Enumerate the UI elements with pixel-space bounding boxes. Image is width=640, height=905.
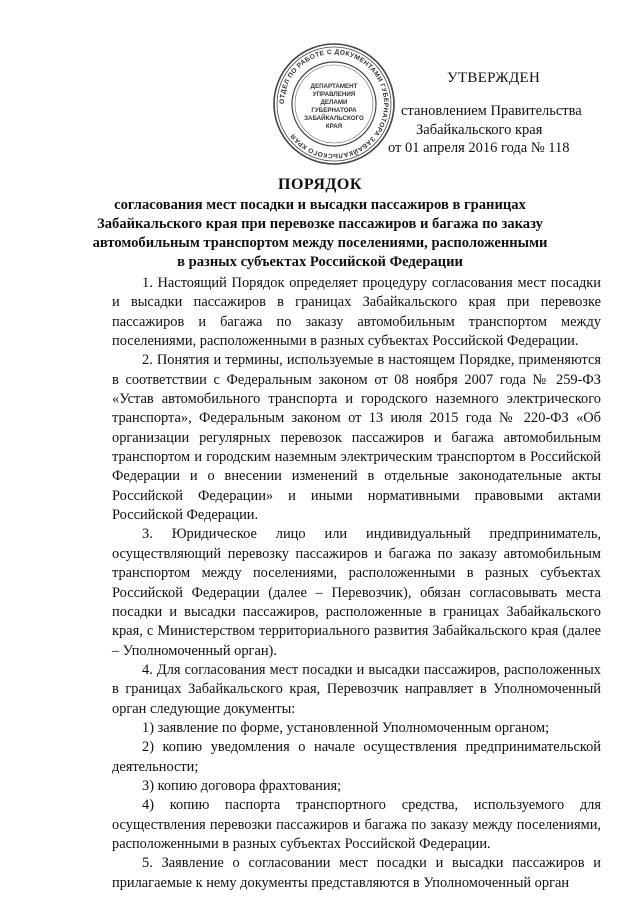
approval-line-3: от 01 апреля 2016 года № 118: [388, 140, 570, 156]
paragraph-5: 5. Заявление о согласовании мест посадки и высадки пассажиров и прилагаемые к нему документы представляются в Уполномоченный орган: [112, 855, 601, 891]
list-item-1: 1) заявление по форме, установленной Уполномоченным органом;: [142, 719, 550, 736]
paragraph-4: 4. Для согласования мест посадки и высадки пассажиров, расположенных в границах Забайкальского края, Перевозчик направляет в Уполномоченный орган следующие документы:: [112, 661, 601, 717]
stamp-line-1: ДЕПАРТАМЕНТ: [310, 83, 358, 90]
subtitle-line-3: автомобильным транспортом между поселениями, расположенными: [92, 235, 548, 251]
document-heading: ПОРЯДОК: [278, 176, 362, 193]
stamp-line-2: УПРАВЛЕНИЯ: [312, 91, 356, 98]
list-item-2: 2) копию уведомления о начале осуществления предпринимательской деятельности;: [112, 739, 601, 775]
stamp-line-3: ДЕЛАМИ: [320, 99, 348, 106]
approval-block: [0, 0, 640, 170]
stamp-ring-text: ОТДЕЛ ПО РАБОТЕ С ДОКУМЕНТАМИ ГУБЕРНАТОРА ЗАБАЙКАЛЬСКОГО КРАЯ: [278, 48, 390, 160]
subtitle-line-2: Забайкальского края при перевозке пассажиров и багажа по заказу: [97, 216, 543, 232]
approved-label: УТВЕРЖДЕН: [447, 70, 541, 86]
approval-line-2: Забайкальского края: [416, 122, 543, 138]
stamp-line-5: ЗАБАЙКАЛЬСКОГО: [304, 115, 364, 122]
paragraph-3: 3. Юридическое лицо или индивидуальный предприниматель, осуществляющий перевозку пассажиров и багажа по заказу автомобильным транспортом между поселениями, расположенными в разных субъектах Российской Федерации (далее – Перевозчик), обязан согласовывать места посадки и высадки пассажиров, расположенные в границах Забайкальского края, с Министерством территориального развития Забайкальского края (далее – Уполномоченный орган).: [112, 526, 601, 659]
document-title-block: [0, 176, 640, 272]
subtitle-line-4: в разных субъектах Российской Федерации: [177, 254, 463, 270]
document-body: [112, 274, 601, 893]
stamp-line-4: ГУБЕРНАТОРА: [311, 107, 357, 114]
list-item-3: 3) копию договора фрахтования;: [142, 777, 342, 794]
paragraph-1: 1. Настоящий Порядок определяет процедуру согласования мест посадки и высадки пассажиров в границах Забайкальского края при перевозке пассажиров и багажа по заказу автомобильным транспортом между поселениями, расположенными в разных субъектах Российской Федерации.: [112, 275, 601, 350]
subtitle-line-1: согласования мест посадки и высадки пассажиров в границах: [114, 197, 526, 213]
stamp-line-6: КРАЯ: [325, 123, 343, 130]
list-item-4: 4) копию паспорта транспортного средства, используемого для осуществления перевозки пассажиров и багажа по заказу между поселениями, расположенными в разных субъектах Российской Федерации.: [112, 797, 601, 852]
approval-line-1: становлением Правительства: [401, 103, 582, 119]
paragraph-2: 2. Понятия и термины, используемые в настоящем Порядке, применяются в соответствии с Федеральным законом от 08 ноября 2007 года № 259-ФЗ «Устав автомобильного транспорта и городского наземного электрического транспорта», Федеральным законом от 13 июля 2015 года № 220-ФЗ «Об организации регулярных перевозок пассажиров и багажа автомобильным транспортом и городским наземным электрическим транспортом в Российской Федерации и о внесении изменений в отдельные законодательные акты Российской Федерации» и иными нормативными правовыми актами Российской Федерации.: [112, 352, 601, 524]
official-stamp-seal: [272, 42, 396, 166]
